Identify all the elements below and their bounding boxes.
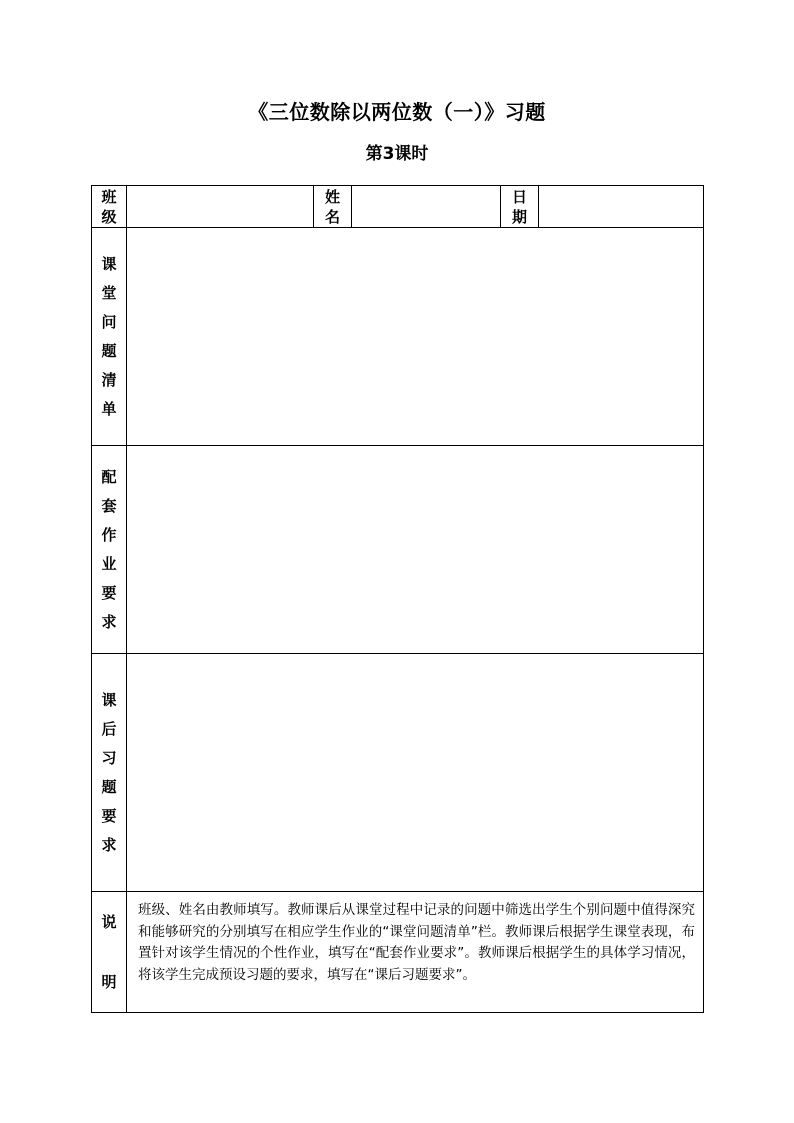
document-subtitle: 第3课时 xyxy=(365,144,429,164)
date-label: 日 期 xyxy=(501,186,539,228)
name-label: 姓 名 xyxy=(314,186,352,228)
document-title: 《三位数除以两位数（一）》习题 xyxy=(248,100,546,124)
header-row xyxy=(92,186,704,228)
date-field[interactable] xyxy=(539,186,704,228)
worksheet-table xyxy=(91,185,704,1013)
classroom-questions-label: 课 堂 问 题 清 单 xyxy=(92,228,127,446)
homework-requirements-row xyxy=(92,446,704,654)
homework-requirements-label: 配 套 作 业 要 求 xyxy=(92,446,127,654)
class-label: 班 级 xyxy=(92,186,127,228)
name-field[interactable] xyxy=(352,186,501,228)
after-class-exercises-row xyxy=(92,654,704,892)
after-class-exercises-label: 课 后 习 题 要 求 xyxy=(92,654,127,892)
homework-requirements-field[interactable] xyxy=(127,446,704,654)
notes-text: 班级、姓名由教师填写。教师课后从课堂过程中记录的问题中筛选出学生个别问题中值得深究和能够研究的分别填写在相应学生作业的“课堂问题清单”栏。教师课后根据学生课堂表现，布置针对该学生情况的个性作业，填写在“配套作业要求”。教师课后根据学生的具体学习情况，将该学生完成预设习题的要求，填写在“课后习题要求”。 xyxy=(127,892,704,1013)
notes-row xyxy=(92,892,704,1013)
after-class-exercises-field[interactable] xyxy=(127,654,704,892)
notes-label: 说 明 xyxy=(92,892,127,1013)
classroom-questions-row xyxy=(92,228,704,446)
class-field[interactable] xyxy=(127,186,314,228)
classroom-questions-field[interactable] xyxy=(127,228,704,446)
